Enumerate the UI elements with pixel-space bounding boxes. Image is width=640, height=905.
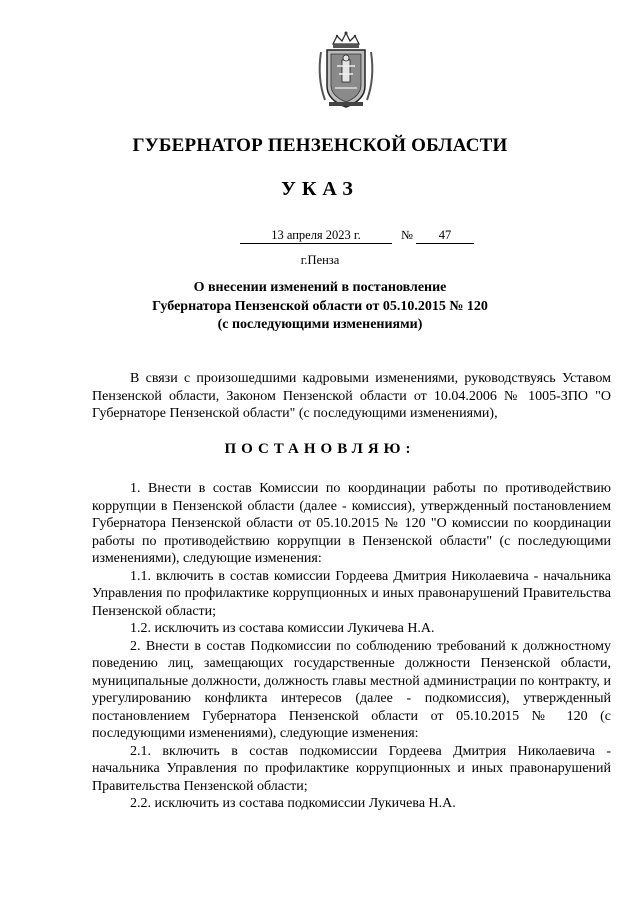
number-sign: №: [401, 228, 413, 242]
item-2-1: 2.1. включить в состав подкомиссии Гордеева Дмитрия Николаевича - начальника Управления по профилактике коррупционных и иных правонарушений Правительства Пензенской области;: [92, 743, 611, 794]
preamble-text: В связи с произошедшими кадровыми изменениями, руководствуясь Уставом Пензенской области, Законом Пензенской области от 10.04.2006 № 1005-ЗПО "О Губернаторе Пензенской области" (с последующими изменениями),: [92, 371, 611, 421]
item-1-2: 1.2. исключить из состава комиссии Лукичева Н.А.: [130, 621, 435, 636]
item-2: 2. Внести в состав Подкомиссии по соблюдению требований к должностному поведению лиц, замещающих государственные должности Пензенской области, муниципальные должности, должность главы местной администрации по контракту, и урегулированию конфликта интересов (далее - подкомиссия), утвержденный постановлением Губернатора Пензенской области от 05.10.2015 № 120 (с последующими изменениями), следующие изменения:: [92, 638, 611, 741]
subject-line-1: О внесении изменений в постановление: [193, 280, 447, 295]
subject-line-2: Губернатора Пензенской области от 05.10.2015 № 120: [152, 298, 488, 314]
item-1-1: 1.1. включить в состав комиссии Гордеева Дмитрия Николаевича - начальника Управления по профилактике коррупционных и иных правонарушений Правительства Пензенской области;: [92, 568, 611, 619]
item-2-2: 2.2. исключить из состава подкомиссии Лукичева Н.А.: [130, 796, 456, 811]
governor-title: ГУБЕРНАТОР ПЕНЗЕНСКОЙ ОБЛАСТИ: [132, 135, 508, 156]
document-type: УКАЗ: [281, 178, 359, 200]
city: г.Пенза: [300, 253, 340, 267]
subject-line-3: (с последующими изменениями): [217, 317, 423, 332]
preamble: [92, 370, 611, 423]
item-1: 1. Внести в состав Комиссии по координации работы по противодействию коррупции в Пензенской области (далее - комиссия), утвержденный постановлением Губернатора Пензенской области от 05.10.2015 № 120 "О комиссии по координации работы по противодействию коррупции в Пензенской области" (с последующими изменениями), следующие изменения:: [92, 481, 611, 566]
coat-of-arms-icon: [315, 30, 377, 110]
decree-heading: ПОСТАНОВЛЯЮ:: [224, 441, 416, 457]
document-date: 13 апреля 2023 г.: [240, 228, 392, 244]
document-subject: [0, 279, 640, 335]
decree-items: [92, 480, 611, 813]
document-number: 47: [416, 228, 474, 244]
